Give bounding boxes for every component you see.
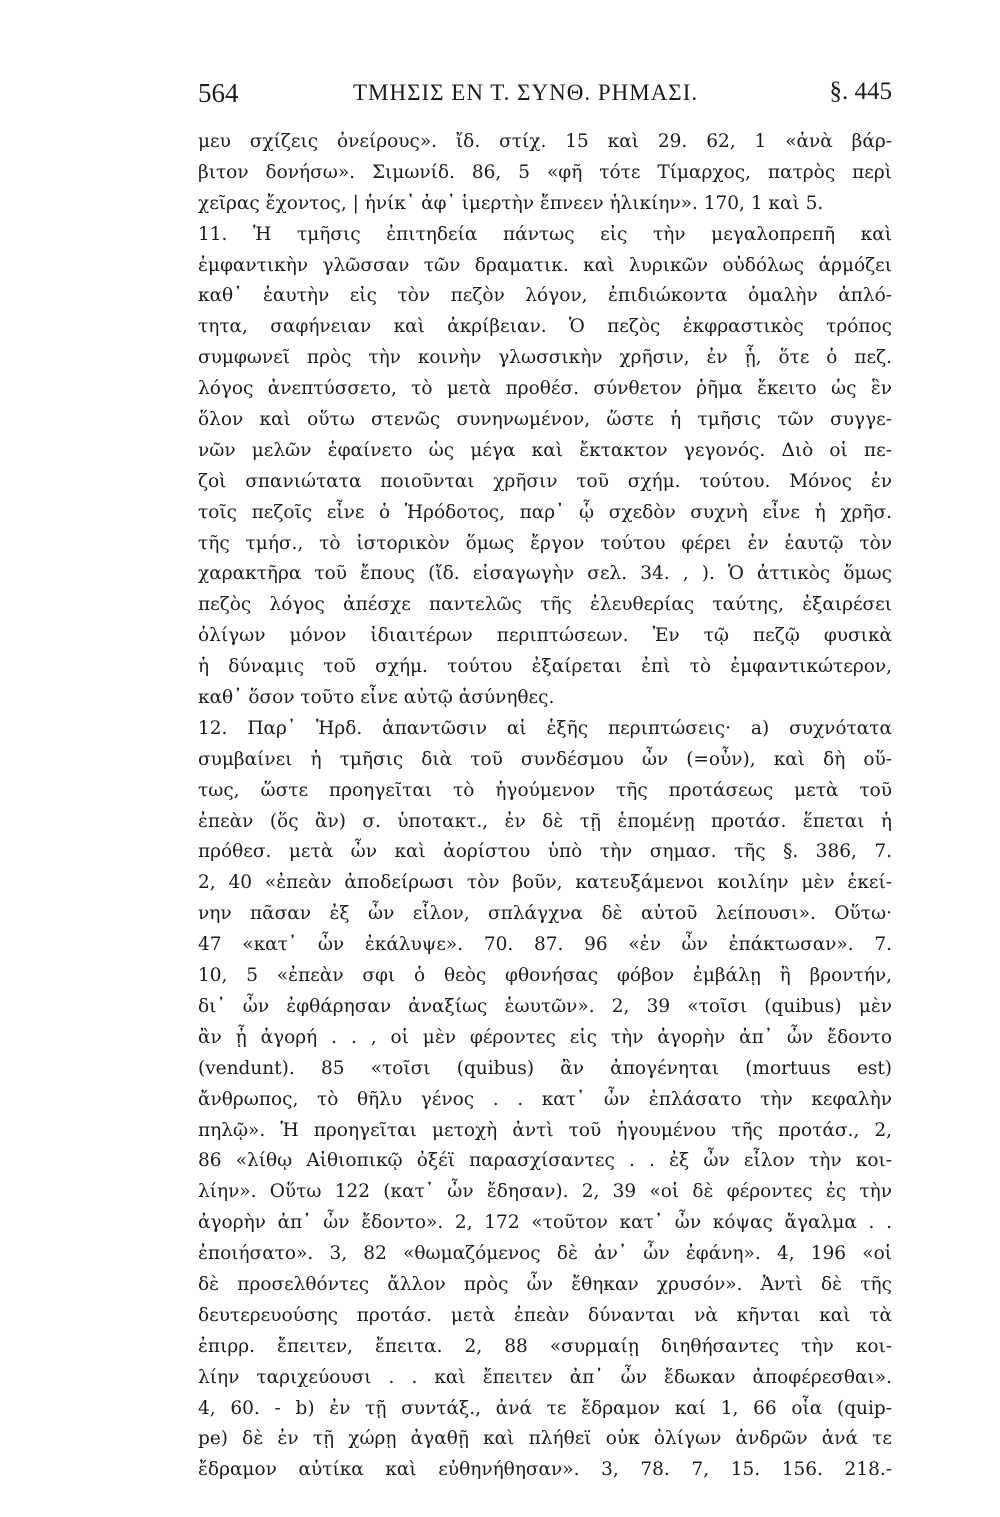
text-line: 2, 40 «ἐπεὰν ἀποδείρωσι τὸν βοῦν, κατευξάμενοι κοιλίην μὲν ἐκεί- [198,872,892,894]
text-line: pe) δὲ ἐν τῇ χώρῃ ἀγαθῇ καὶ πλήθεϊ οὐκ ὀλίγων ἀνδρῶν ἀνά τε [198,1428,892,1450]
text-line: ἐπιρρ. ἔπειτεν, ἔπειτα. 2, 88 «συρμαίῃ διηθήσαντες τὴν κοι- [198,1335,892,1357]
text-line: συμφωνεῖ πρὸς τὴν κοινὴν γλωσσικὴν χρῆσιν, ἐν ᾗ, ὅτε ὁ πεζ. [198,347,892,369]
text-line: ὀλίγων μόνον ἰδιαιτέρων περιπτώσεων. Ἐν τῷ πεζῷ φυσικὰ [198,625,892,647]
text-line: τως, ὥστε προηγεῖται τὸ ἡγούμενον τῆς προτάσεως μετὰ τοῦ [198,779,892,801]
text-line: ἔδραμον αὐτίκα καὶ εὐθηνήθησαν». 3, 78. 7, 15. 156. 218.- [198,1459,892,1481]
text-line: 11. Ἡ τμῆσις ἐπιτηδεία πάντως εἰς τὴν μεγαλοπρεπῆ καὶ [198,223,892,245]
text-line: δευτερευούσης προτάσ. μετὰ ἐπεὰν δύνανται νὰ κῆνται καὶ τὰ [198,1304,892,1326]
text-line: ἡ δύναμις τοῦ σχήμ. τούτου ἐξαίρεται ἐπὶ τὸ ἐμφαντικώτερον, [198,656,892,678]
text-line: 47 «κατ᾽ ὦν ἐκάλυψε». 70. 87. 96 «ἐν ὦν ἐπάκτωσαν». 7. [198,934,892,956]
text-line: λόγος ἀνεπτύσσετο, τὸ μετὰ προθέσ. σύνθετον ῥῆμα ἔκειτο ὡς ἓν [198,378,892,400]
text-line: ζοὶ σπανιώτατα ποιοῦνται χρῆσιν τοῦ σχήμ. τούτου. Μόνος ἐν [198,470,892,492]
text-line: ὅλον καὶ οὕτω στενῶς συνηνωμένον, ὥστε ἡ τμῆσις τῶν συγγε- [198,409,892,431]
running-header [198,78,892,122]
text-line: 10, 5 «ἐπεὰν σφι ὁ θεὸς φθονήσας φόβον ἐμβάλῃ ἢ βροντήν, [198,965,892,987]
text-line: δι᾽ ὦν ἐφθάρησαν ἀναξίως ἑωυτῶν». 2, 39 «τοῖσι (quibus) μὲν [198,995,892,1017]
text-line: ἀγορὴν ἀπ᾽ ὦν ἔδοντο». 2, 172 «τοῦτον κατ᾽ ὦν κόψας ἄγαλμα . . [198,1212,892,1234]
running-title: ΤΜΗΣΙΣ ΕΝ Τ. ΣΥΝΘ. ΡΗΜΑΣΙ. [353,80,699,105]
text-line: τοῖς πεζοῖς εἶνε ὁ Ἡρόδοτος, παρ᾽ ᾧ σχεδὸν συχνὴ εἶνε ἡ χρῆσ. [198,501,892,523]
text-line: μευ σχίζεις ὀνείρους». ἴδ. στίχ. 15 καὶ 29. 62, 1 «ἀνὰ βάρ- [198,131,892,152]
section-reference: §. 445 [829,78,892,105]
text-line: 86 «λίθῳ Αἰθιοπικῷ ὀξέϊ παρασχίσαντες . . ἐξ ὦν εἷλον τὴν κοι- [198,1150,892,1172]
text-line: ἐπεὰν (ὅς ἂν) σ. ὑποτακτ., ἐν δὲ τῇ ἑπομένῃ προτάσ. ἕπεται ἡ [198,810,892,832]
text-line: πρόθεσ. μετὰ ὦν καὶ ἀορίστου ὑπὸ τὴν σημασ. τῆς §. 386, 7. [198,841,892,863]
text-line: ἐμφαντικὴν γλῶσσαν τῶν δραματικ. καὶ λυρικῶν οὐδόλως ἁρμόζει [198,254,892,276]
text-line: λίην». Οὕτω 122 (κατ᾽ ὦν ἔδησαν). 2, 39 «οἱ δὲ φέροντες ἐς τὴν [198,1181,892,1203]
text-line: 12. Παρ᾽ Ἡρδ. ἀπαντῶσιν αἱ ἑξῆς περιπτώσεις· a) συχνότατα [198,717,892,739]
text-line: νην πᾶσαν ἐξ ὦν εἷλον, σπλάγχνα δὲ αὐτοῦ λείπουσι». Οὕτω· [198,903,892,925]
text-line: καθ᾽ ὅσον τοῦτο εἶνε αὐτῷ ἀσύνηθες. [198,687,555,709]
text-line [198,1486,892,1517]
text-line: πηλῷ». Ἡ προηγεῖται μετοχὴ ἀντὶ τοῦ ἡγουμένου τῆς προτάσ., 2, [198,1119,892,1141]
page-number: 564 [198,78,239,108]
text-line: ἄνθρωπος, τὸ θῆλυ γένος . . κατ᾽ ὦν ἐπλάσατο τὴν κεφαλὴν [198,1088,892,1110]
text-line: ἐποιήσατο». 3, 82 «θωμαζόμενος δὲ ἀν᾽ ὦν ἐφάνη». 4, 196 «οἱ [198,1243,892,1265]
text-line: πεζὸς λόγος ἀπέσχε παντελῶς τῆς ἐλευθερίας ταύτης, ἐξαιρέσει [198,594,892,616]
text-line: χαρακτῆρα τοῦ ἔπους (ἴδ. εἰσαγωγὴν σελ. 34. , ). Ὁ ἀττικὸς ὅμως [198,563,892,585]
text-line: τῆς τμήσ., τὸ ἱστορικὸν ὅμως ἔργον τούτου φέρει ἐν ἑαυτῷ τὸν [198,532,892,554]
body-text [198,127,892,1517]
text-line: καθ᾽ ἑαυτὴν εἰς τὸν πεζὸν λόγον, ἐπιδιώκοντα ὁμαλὴν ἁπλό- [198,285,892,307]
text-line: βιτον δονήσω». Σιμωνίδ. 86, 5 «φῆ τότε Τίμαρχος, πατρὸς περὶ [198,161,892,183]
text-line: (vendunt). 85 «τοῖσι (quibus) ἂν ἀπογένηται (mortuus est) [198,1057,892,1079]
text-line: χεῖρας ἔχοντος, | ἡνίκ᾽ ἀφ᾽ ἱμερτὴν ἔπνεεν ἡλικίην». 170, 1 καὶ 5. [198,192,824,214]
text-line: λίην ταριχεύουσι . . καὶ ἔπειτεν ἀπ᾽ ὦν ἔδωκαν ἀποφέρεσθαι». [198,1366,892,1388]
text-line: δὲ προσελθόντες ἄλλον πρὸς ὦν ἔθηκαν χρυσόν». Ἀντὶ δὲ τῆς [198,1273,892,1295]
text-line: τητα, σαφήνειαν καὶ ἀκρίβειαν. Ὁ πεζὸς ἐκφραστικὸς τρόπος [198,316,892,338]
text-line: ἂν ᾖ ἀγορή . . , οἱ μὲν φέροντες εἰς τὴν ἀγορὴν ἀπ᾽ ὦν ἔδοντο [198,1026,892,1048]
text-line: συμβαίνει ἡ τμῆσις διὰ τοῦ συνδέσμου ὦν (=οὖν), καὶ δὴ οὕ- [198,748,892,770]
text-line: 4, 60. - b) ἐν τῇ συντάξ., ἀνά τε ἔδραμον καί 1, 66 οἷα (quip- [198,1397,892,1419]
text-line: νῶν μελῶν ἐφαίνετο ὡς μέγα καὶ ἔκτακτον γεγονός. Διὸ οἱ πε- [198,439,892,461]
